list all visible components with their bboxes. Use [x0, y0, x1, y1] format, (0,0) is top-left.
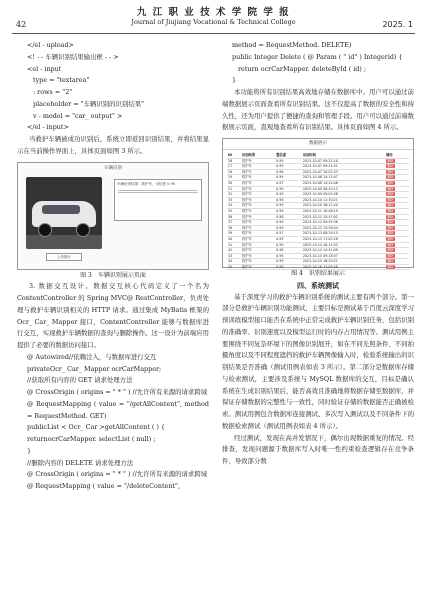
cell-text: 救护车 — [241, 220, 252, 225]
cell-text: 0.99 — [276, 253, 284, 258]
table-cell — [241, 264, 275, 270]
upload-button[interactable]: 上传图片 — [46, 253, 82, 261]
cell-text: 0.97 — [276, 231, 284, 236]
delete-button[interactable]: 删除 — [387, 208, 394, 213]
figure-4-caption: 图 4 识别结果展示 — [291, 270, 345, 277]
delete-button[interactable]: 删除 — [387, 169, 394, 174]
table-header-cell: 识别结果 — [241, 153, 275, 158]
figure-3-screenshot — [17, 162, 209, 270]
code-line: returnocrCarMapper. selectList ( null) ; — [27, 435, 156, 443]
delete-button[interactable]: 删除 — [387, 164, 394, 169]
body-paragraph: 基于深度学习的救护车辆识别系统的测试主要有两个部分。第一部分是救护车辆识别功能测试，主要目标是测试基于百度云深度学习预训练模型接口能否在系统中正常完成救护车辆识别任务，包括识别的准确率、识别速度以及模型运行时的内存占用情况等。测试用例主要围绕不同复杂环境下的图像识别展开，如在不同光照条件、不同拍摄角度以及不同程度遮挡的救护车辆图像输入时，检验系统输出的识别结果是否准确（测试用例表如表 3 所示）。第二部分是数据库存储与检索测试，主要涉及系统与 MySQL 数据库的交互，目标是确认系统在生成识别结果后，能否高效且准确地将数据存储至数据库，并保证存储数据的完整性与一致性，同时验证存储的数据能否正确被检索。测试用例包含数据库连接测试、多次写入测试以及不同条件下的数据检索测试（测试用例表如表 4 所示）。 — [222, 292, 414, 430]
cell-text: 0.99 — [276, 264, 284, 269]
cell-text: 2023-10-12 09:55:36 — [302, 220, 338, 225]
cell-text: 42 — [228, 248, 233, 253]
cell-text: 2023-10-13 17:02:28 — [302, 236, 338, 241]
delete-button[interactable]: 删除 — [387, 264, 394, 269]
body-paragraph: 经过测试，发现在高并发情况下，偶尔出现数据重复的情况。经排查，发现问题源于数据库写入时唯一性约束检查逻辑存在竞争条件，导致部分数 — [222, 433, 414, 465]
cell-text: 2023-10-08 14:20:46 — [302, 180, 338, 185]
delete-button[interactable]: 删除 — [387, 259, 394, 264]
code-line: placeholder = "车辆识别的识别结果" — [33, 99, 145, 108]
delete-button[interactable]: 删除 — [387, 197, 394, 202]
code-line: //删除内容的 DELETE 请求处理方法 — [27, 458, 134, 467]
cell-text: 2023-10-07 10:02:33 — [302, 169, 338, 174]
left-column — [17, 40, 209, 493]
header-rule — [12, 33, 415, 34]
code-line: type = "textarea" — [33, 76, 90, 85]
delete-button[interactable]: 删除 — [387, 186, 394, 191]
cell-text: 救护车 — [241, 225, 252, 230]
table-header-cell: 置信度 — [275, 153, 302, 158]
cell-text: 救护车 — [241, 175, 252, 180]
cell-text: 2023-10-16 11:05:48 — [302, 264, 338, 269]
delete-button[interactable]: 删除 — [387, 231, 394, 236]
cell-text: 救护车 — [241, 264, 252, 269]
cell-text: 0.99 — [276, 203, 284, 208]
page-number: 42 — [16, 20, 27, 29]
cell-text: 29 — [228, 175, 233, 180]
cell-text: 0.99 — [276, 192, 284, 197]
code-line: : rows = "2" — [33, 88, 73, 96]
cell-text: 43 — [228, 253, 233, 258]
cell-text: 31 — [228, 186, 233, 191]
cell-text: 救护车 — [241, 242, 252, 247]
figure-3-title: 车辆识别 — [104, 165, 122, 171]
results-table — [227, 153, 409, 270]
cell-text: 34 — [228, 203, 233, 208]
code-line: @ CrossOrigin ( origins = " * " ) //允许所有来源的请求跨域 — [27, 388, 208, 396]
cell-text: 0.99 — [276, 242, 284, 247]
cell-text: 44 — [228, 259, 233, 264]
table-header-cell: 操作 — [385, 153, 409, 158]
delete-button[interactable]: 删除 — [387, 248, 394, 253]
delete-button[interactable]: 删除 — [387, 175, 394, 180]
cell-text: 救护车 — [241, 197, 252, 202]
code-line: <! - - 车辆识别结果输出框 - - > — [27, 52, 119, 61]
code-line: return ocrCarMapper. deleteById ( id) ; — [238, 64, 367, 73]
page-header — [0, 0, 427, 36]
code-line: @ Autowired//依赖注入，与数据库进行交互 — [27, 352, 157, 361]
code-line: } — [27, 446, 32, 455]
cell-text: 0.97 — [276, 180, 284, 185]
cell-text: 救护车 — [241, 208, 252, 213]
code-line: </el - input> — [27, 123, 69, 132]
cell-text: 2023-10-15 16:33:21 — [302, 259, 338, 264]
cell-text: 41 — [228, 242, 233, 247]
right-column — [222, 40, 414, 468]
journal-title-cn: 九 江 职 业 技 术 学 院 学 报 — [136, 7, 291, 18]
cell-text: 2023-10-11 10:08:19 — [302, 208, 338, 213]
cell-text: 0.99 — [276, 236, 284, 241]
body-paragraph: 3. 数据交互设计。数据交互核心代码定义了一个名为 ContentController 的 Spring MVC@ RestController，负责处理与救护车辆识别相关的 HTTP 请求。通过集成 MyBatis 框架的 Ocr_ Car_ Mapper 接口，ContentController 能够与数据库进行交互，实现救护车辆数据的查询与删除操作。这一设计为前端应用提供了必要的数据访问接口。 — [17, 282, 209, 349]
code-line: method = RequestMethod. DELETE) — [232, 41, 352, 49]
issue-label: 2025. 1 — [382, 20, 413, 29]
section-heading: 四、系统测试 — [297, 280, 339, 290]
cell-text: 0.99 — [276, 259, 284, 264]
cell-text: 2023-10-14 14:41:09 — [302, 248, 338, 253]
cell-text: 2023-10-07 09:24:51 — [302, 164, 338, 169]
cell-text: 2023-10-08 14:15:07 — [302, 175, 338, 180]
code-line: public Integer Delete ( @ Param ( " id" ) Integerid) { — [232, 52, 403, 61]
delete-button[interactable]: 删除 — [387, 214, 394, 219]
cell-text: 0.98 — [276, 214, 284, 219]
cell-text: 39 — [228, 231, 233, 236]
cell-text: 35 — [228, 208, 233, 213]
table-cell — [275, 264, 302, 270]
cell-text: 0.99 — [276, 220, 284, 225]
cell-text: 救护车 — [241, 236, 252, 241]
table-header-cell: ID — [227, 153, 241, 158]
table-cell — [385, 264, 409, 270]
cell-text: 救护车 — [241, 203, 252, 208]
cell-text: 2023-10-12 13:26:44 — [302, 225, 338, 230]
cell-text: 45 — [228, 264, 233, 269]
cell-text: 救护车 — [241, 253, 252, 258]
cell-text: 28 — [228, 169, 233, 174]
code-line: v - model = "car_ output" > — [33, 111, 123, 120]
cell-text: 0.99 — [276, 225, 284, 230]
journal-title-en: Journal of Jiujiang Vocational & Technical College — [131, 18, 296, 26]
cell-text: 37 — [228, 220, 233, 225]
cell-text: 33 — [228, 197, 233, 202]
cell-text: 38 — [228, 225, 233, 230]
cell-text: 0.99 — [276, 158, 284, 163]
delete-button[interactable]: 删除 — [387, 220, 394, 225]
table-row — [227, 264, 409, 270]
delete-button[interactable]: 删除 — [387, 242, 394, 247]
delete-button[interactable]: 删除 — [387, 180, 394, 185]
figure-4-title: 数据展示 — [309, 141, 327, 146]
cell-text: 2023-10-10 11:30:21 — [302, 197, 338, 202]
cell-text: 0.99 — [276, 186, 284, 191]
code-line: } — [232, 76, 237, 85]
figure-4-titlebar — [223, 139, 413, 150]
result-text: 车辆识别结果：救护车，可信度 0.99 — [117, 181, 175, 186]
delete-button[interactable]: 删除 — [387, 236, 394, 241]
delete-button[interactable]: 删除 — [387, 158, 394, 163]
cell-text: 2023-10-09 09:03:58 — [302, 192, 338, 197]
cell-text: 40 — [228, 236, 233, 241]
cell-text: 救护车 — [241, 164, 252, 169]
cell-text: 2023-10-07 09:21:10 — [302, 158, 338, 163]
delete-button[interactable]: 删除 — [387, 253, 394, 258]
cell-text: 救护车 — [241, 186, 252, 191]
cell-text: 救护车 — [241, 259, 252, 264]
cell-text: 0.99 — [276, 175, 284, 180]
cell-text: 26 — [228, 158, 233, 163]
figure-3-caption: 图 3 车辆识别展示页面 — [80, 271, 146, 279]
cell-text: 32 — [228, 192, 233, 197]
cell-text: 2023-10-13 08:39:15 — [302, 231, 338, 236]
cell-text: 2023-10-15 09:18:37 — [302, 253, 338, 258]
cell-text: 36 — [228, 214, 233, 219]
code-line: <el - input — [27, 64, 62, 73]
code-line: @ RequestMapping ( value = "/getAllContent", method = RequestMethod. GET) — [27, 399, 209, 420]
delete-button[interactable]: 删除 — [387, 225, 394, 230]
body-paragraph: 本功能将所有识别结果高效地存储在数据库中。用户可以通过前端数据展示页面查看所有识别结果。这不仅提高了数据的安全性和持久性，还为用户提供了便捷的查询和管理手段。用户可以通过前端数据展示页面，直观地查看所有识别结果。具体页面如图 4 所示。 — [222, 88, 414, 132]
cell-text: 0.98 — [276, 197, 284, 202]
ambulance-image — [26, 177, 102, 249]
code-line: </el - upload> — [27, 41, 74, 49]
cell-text: 0.98 — [276, 248, 284, 253]
delete-button[interactable]: 删除 — [387, 192, 394, 197]
code-line: @ CrossOrigin ( origins = " * " ) //允许所有来源的请求跨域 — [27, 470, 208, 479]
cell-text: 救护车 — [241, 169, 252, 174]
cell-text: 救护车 — [241, 158, 252, 163]
cell-text: 2023-10-11 15:47:02 — [302, 214, 338, 219]
table-cell — [302, 264, 385, 270]
cell-text: 0.99 — [276, 208, 284, 213]
cell-text: 救护车 — [241, 180, 252, 185]
code-line: privateOcr_ Car_ Mapper ocrCarMapper; — [27, 364, 162, 373]
cell-text: 2023-10-14 10:14:53 — [302, 242, 338, 247]
cell-text: 2023-10-10 16:12:40 — [302, 203, 338, 208]
table-cell — [227, 264, 241, 270]
cell-text: 救护车 — [241, 192, 252, 197]
cell-text: 30 — [228, 180, 233, 185]
cell-text: 救护车 — [241, 248, 252, 253]
cell-text: 救护车 — [241, 231, 252, 236]
result-output-box[interactable] — [114, 179, 202, 221]
cell-text: 0.98 — [276, 169, 284, 174]
cell-text: 27 — [228, 164, 233, 169]
cell-text: 2023-10-09 08:45:12 — [302, 186, 338, 191]
cell-text: 救护车 — [241, 214, 252, 219]
code-line: @ RequestMapping ( value = "/deleteContent", — [27, 482, 180, 490]
code-line: publicList < Ocr_ Car >getAllContent ( ) { — [27, 423, 165, 432]
code-line: //获取所有内容的 GET 请求处理方法 — [27, 376, 133, 385]
table-header-cell: 识别时间 — [302, 153, 385, 158]
body-paragraph: 当救护车辆被成功识别后，系统立即返回识别结果，并将结果显示在当前操作界面上，具体页面如图 3 所示。 — [17, 135, 209, 155]
figure-4-screenshot — [222, 138, 414, 268]
delete-button[interactable]: 删除 — [387, 203, 394, 208]
cell-text: 0.99 — [276, 164, 284, 169]
